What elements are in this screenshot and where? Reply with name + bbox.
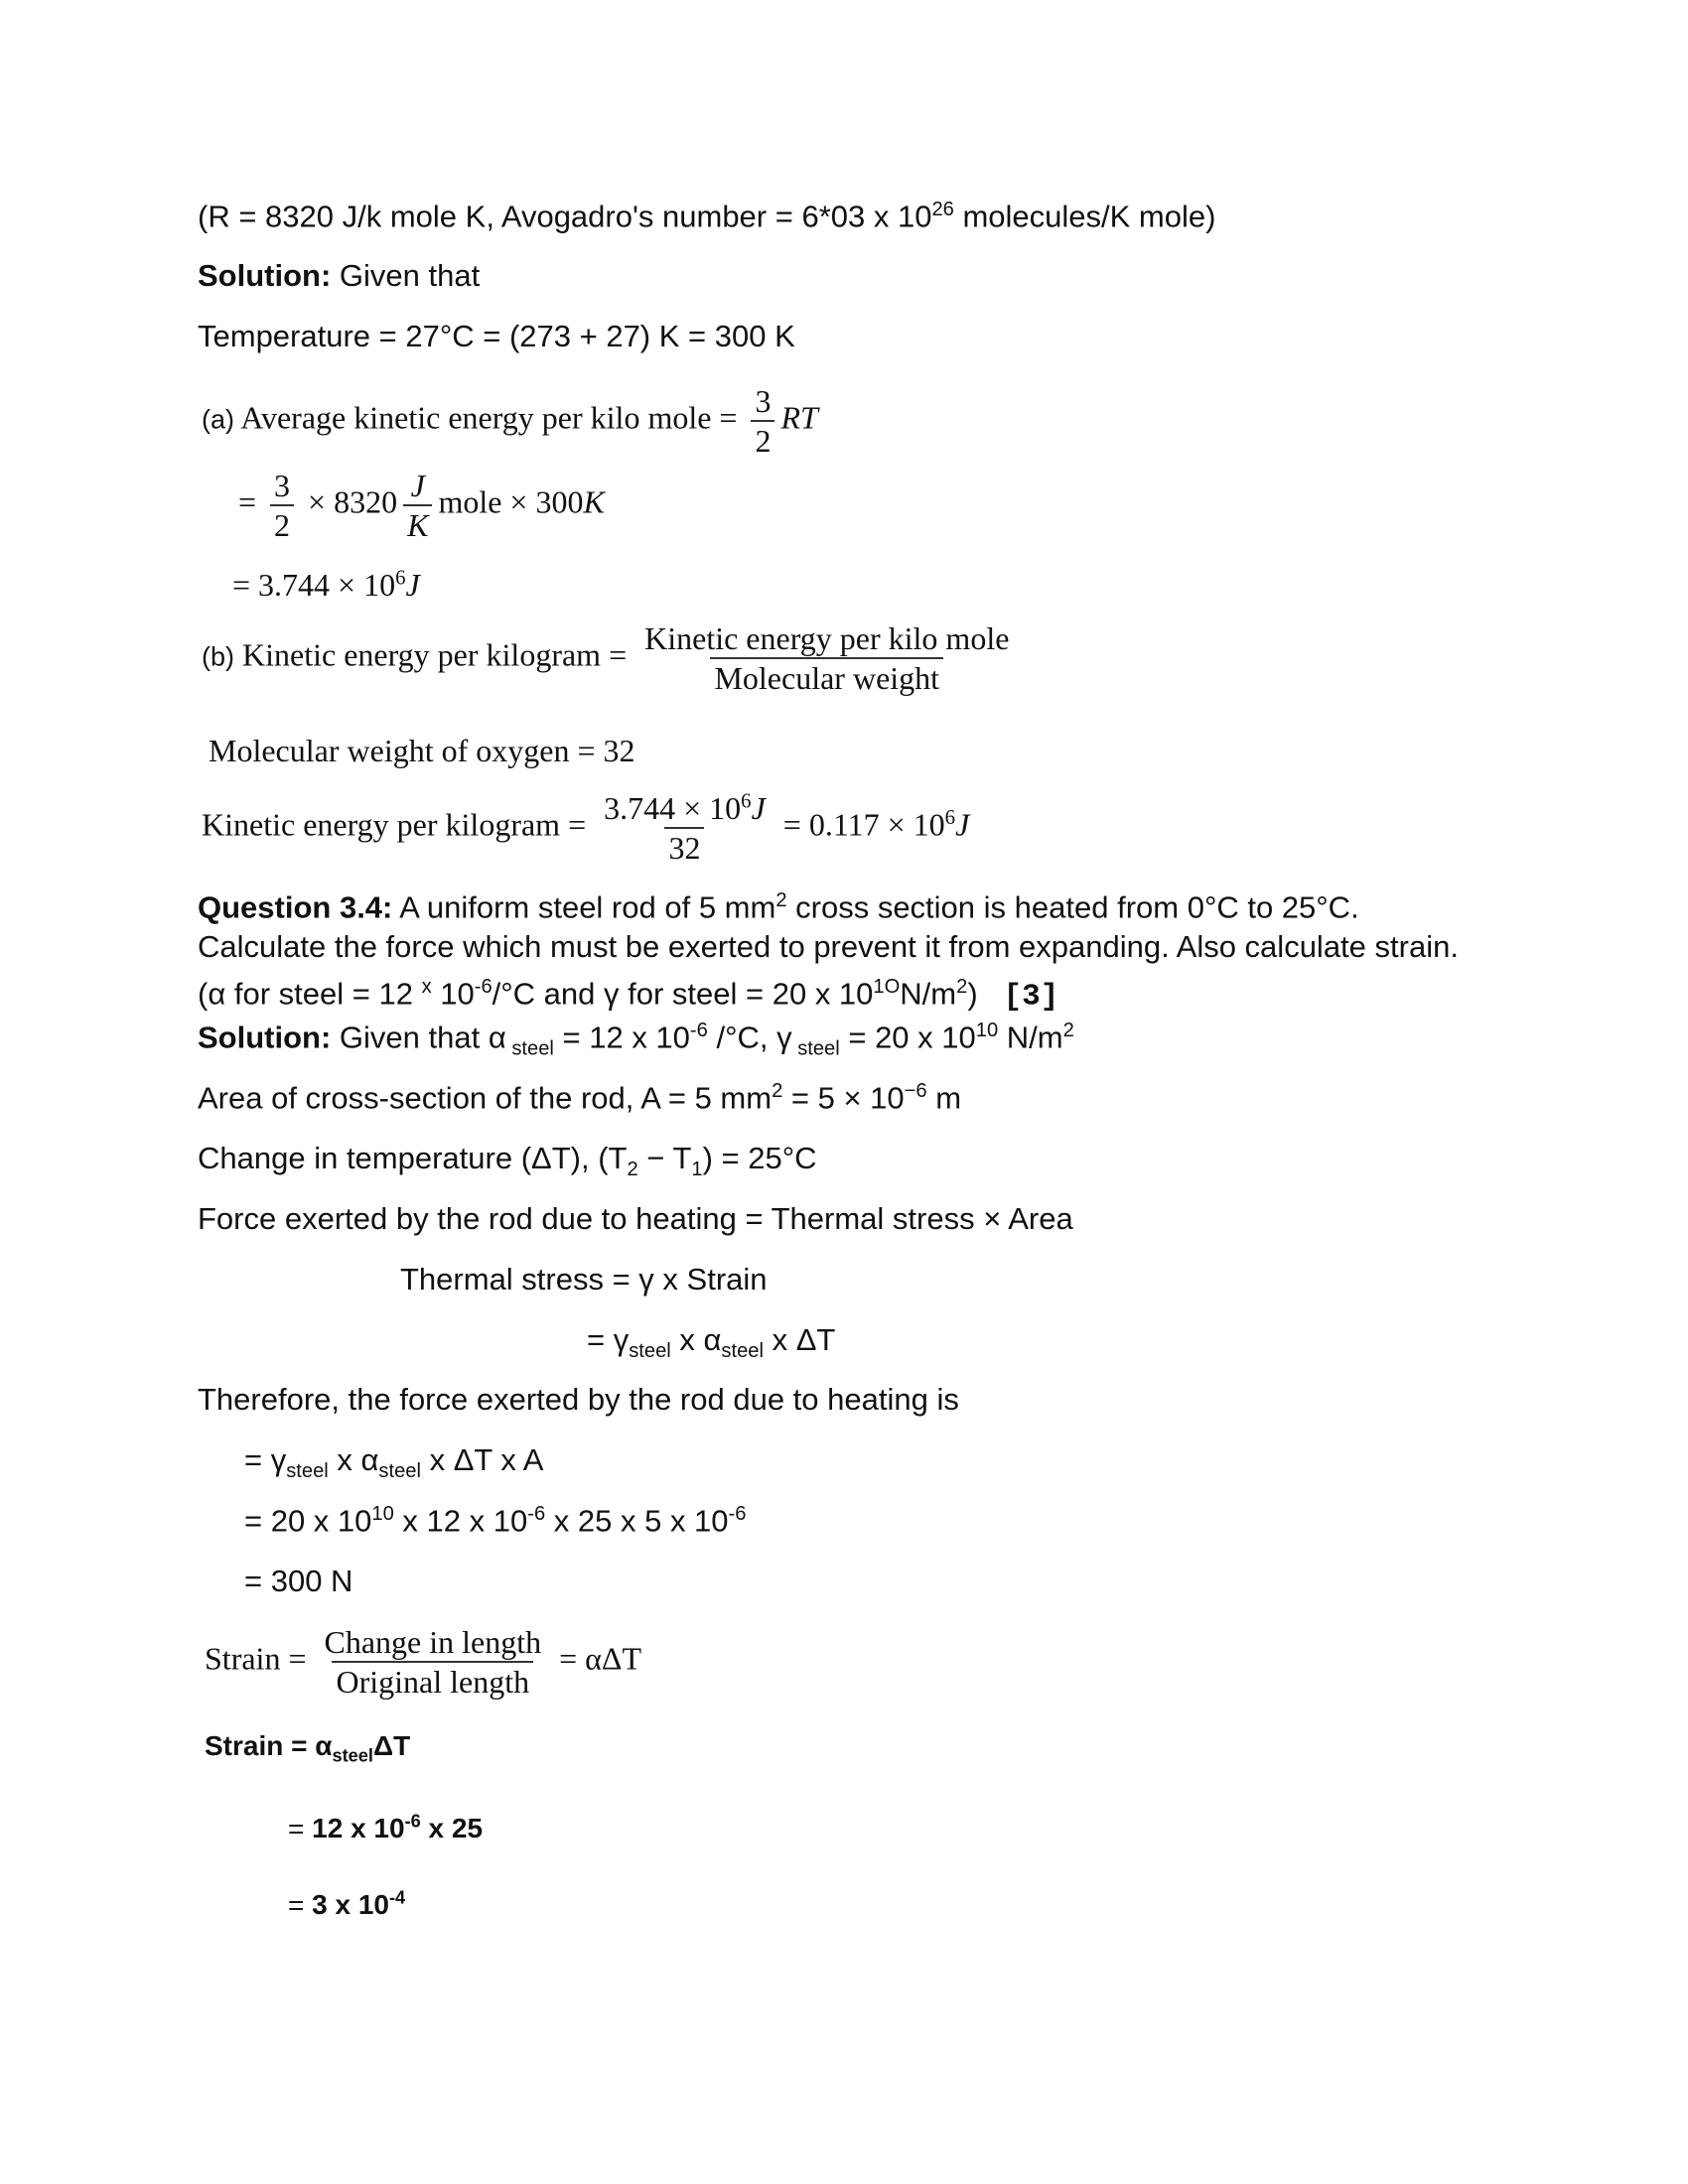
step-text: 3 x 10 (312, 1889, 389, 1921)
step-text: x 25 (420, 1813, 484, 1844)
fraction-j-per-k (403, 467, 432, 545)
kelvin-symbol: K (583, 483, 605, 520)
result-exponent: 6 (395, 566, 406, 590)
frac-den: Original length (332, 1661, 533, 1701)
area-text: Area of cross-section of the rod, A = 5 mm (198, 1080, 773, 1116)
strain-sub: steel (332, 1745, 373, 1766)
force-eq-1 (244, 1441, 543, 1483)
eq-sign: = (288, 1813, 305, 1844)
fraction-strain (320, 1623, 545, 1702)
strain-text: Strain = α (205, 1730, 333, 1761)
sol-sub: steel (791, 1037, 840, 1060)
part-a-result (232, 566, 420, 604)
fe-sub: steel (286, 1460, 329, 1483)
sol-sub: steel (505, 1037, 554, 1060)
force-eq-2 (244, 1502, 746, 1540)
area-sup: −6 (904, 1080, 927, 1102)
change-temperature-line (198, 1140, 817, 1181)
frac-den: 32 (664, 827, 704, 867)
fraction-three-halves (751, 382, 774, 461)
fraction-ke-value (600, 789, 770, 868)
strain-label: Strain = (205, 1640, 307, 1677)
sol-text: = 20 x 10 (839, 1020, 976, 1055)
eq-sign: = (238, 483, 257, 520)
solution-intro: Given that (331, 258, 481, 293)
ke-num: 3.744 × 10 (604, 790, 742, 826)
fe-sub: steel (378, 1460, 421, 1483)
question-sup: 2 (775, 889, 787, 911)
sol-text: Given that α (331, 1020, 506, 1055)
area-line (198, 1079, 961, 1117)
question-text: cross section is heated from 0°C to 25°C. Calculate the force which must be exerted to prevent it from expanding. Also calculate strain. (α for steel = 12 (198, 889, 1459, 1012)
area-text: = 5 × 10 (782, 1080, 905, 1116)
question-sup: x (421, 976, 432, 999)
part-b-text: Kinetic energy per kilogram = (242, 636, 628, 673)
sol-text: /°C, γ (707, 1020, 792, 1055)
frac-den: 2 (751, 420, 774, 460)
solution-given-line (198, 1019, 1074, 1061)
ts-sub: steel (721, 1340, 764, 1363)
question-text: ) (967, 976, 978, 1012)
fe-text: x 25 x 5 x 10 (545, 1503, 729, 1539)
eq-sign: = (288, 1889, 305, 1921)
given-text: (R = 8320 J/k mole K, Avogadro's number = 6*03 x 10 (198, 199, 932, 234)
result-text: = 3.744 × 10 (232, 567, 396, 603)
times-8320: × 8320 (308, 483, 398, 520)
frac-num: Kinetic energy per kilo mole (644, 620, 1010, 656)
rt-symbol: RT (780, 399, 818, 436)
sol-sup: -6 (689, 1020, 708, 1041)
question-sup: 2 (956, 976, 968, 999)
area-sup: 2 (772, 1080, 783, 1102)
fe-text: = 20 x 10 (244, 1503, 372, 1539)
strain-result-value (312, 1889, 405, 1920)
mole-times-300: mole × 300 (438, 483, 584, 520)
given-constants (198, 198, 1215, 235)
given-exponent: 26 (931, 199, 954, 220)
fraction-three-halves-2 (270, 467, 294, 545)
ke-result-unit: J (955, 806, 970, 843)
question-text: /°C and γ for steel = 20 x 10 (492, 976, 874, 1012)
fe-sup: -6 (527, 1503, 546, 1525)
fe-sup: 10 (371, 1503, 394, 1525)
sol-text: = 12 x 10 (553, 1020, 690, 1055)
question-sup: 1O (873, 976, 901, 999)
part-a-label: (a) (202, 404, 234, 435)
ke-per-kg-equation (202, 789, 969, 868)
thermal-stress-line: Thermal stress = γ x Strain (400, 1262, 768, 1297)
part-a-equation (202, 382, 818, 461)
question-text: N/m (900, 976, 957, 1012)
strain-calc-line (205, 1729, 410, 1767)
step-sup: -6 (404, 1812, 421, 1832)
question-3-4 (198, 881, 1488, 1018)
ts-sub: steel (629, 1340, 671, 1363)
ke-num-exp: 6 (741, 789, 752, 813)
strain-definition (205, 1623, 641, 1702)
force-eq-3: = 300 N (244, 1564, 353, 1598)
ke-label: Kinetic energy per kilogram = (202, 806, 587, 843)
result-unit: J (405, 567, 420, 603)
solution-label: Solution: (198, 258, 332, 293)
part-a-text: Average kinetic energy per kilo mole = (240, 399, 738, 436)
marks-badge: [3] (1003, 979, 1059, 1015)
force-line: Force exerted by the rod due to heating = Thermal stress × Area (198, 1201, 1073, 1236)
temperature-line: Temperature = 27°C = (273 + 27) K = 300 K (198, 319, 795, 353)
frac-num: 3 (274, 468, 291, 503)
question-sup: -6 (474, 976, 492, 999)
fe-sup: -6 (728, 1503, 747, 1525)
question-text: A uniform steel rod of 5 mm (392, 889, 776, 925)
temp-text: − T (637, 1141, 692, 1175)
part-b-equation (202, 619, 1019, 698)
frac-num: Change in length (324, 1624, 542, 1660)
fe-text: x ΔT x A (420, 1442, 544, 1477)
frac-num (600, 789, 770, 827)
molecular-weight-line: Molecular weight of oxygen = 32 (209, 733, 635, 768)
ts-text: x ΔT (763, 1322, 836, 1357)
ts-text: x α (670, 1322, 722, 1357)
strain-step-2 (288, 1888, 405, 1922)
therefore-line: Therefore, the force exerted by the rod due to heating is (198, 1382, 959, 1417)
strain-text: ΔT (372, 1730, 411, 1761)
ke-num-unit: J (751, 790, 766, 826)
step-text: 12 x 10 (312, 1813, 405, 1844)
strain-step-value (312, 1813, 483, 1843)
given-text-end: molecules/K mole) (953, 199, 1216, 234)
strain-step-1 (288, 1812, 483, 1845)
temp-sub: 1 (691, 1159, 703, 1181)
fraction-ke-per-weight (640, 619, 1013, 698)
temp-text: Change in temperature (ΔT), (T (198, 1141, 628, 1175)
area-text: m (926, 1080, 962, 1116)
sol-sup: 2 (1062, 1020, 1074, 1041)
frac-den: K (403, 504, 432, 544)
fe-text: = γ (244, 1442, 287, 1477)
thermal-stress-expansion (587, 1321, 835, 1363)
question-text: 10 (431, 976, 475, 1012)
temp-sub: 2 (627, 1159, 638, 1181)
temp-text: ) = 25°C (702, 1141, 817, 1175)
ts-text: = γ (587, 1322, 630, 1357)
sol-sup: 10 (975, 1020, 999, 1041)
ke-result-exp: 6 (944, 806, 956, 830)
frac-den: 2 (270, 504, 294, 544)
solution-heading (198, 257, 480, 294)
frac-den: Molecular weight (710, 657, 943, 697)
ke-result: = 0.117 × 10 (782, 806, 945, 843)
step-sup: -4 (389, 1888, 406, 1908)
strain-rhs: = αΔT (559, 1640, 642, 1677)
part-a-step1 (238, 467, 605, 545)
fe-text: x α (328, 1442, 379, 1477)
frac-num: J (410, 468, 425, 503)
question-label: Question 3.4: (198, 889, 393, 925)
sol-text: N/m (998, 1020, 1063, 1055)
solution-label: Solution: (198, 1020, 332, 1055)
fe-text: x 12 x 10 (393, 1503, 528, 1539)
part-b-label: (b) (202, 641, 234, 672)
frac-num: 3 (755, 383, 772, 419)
